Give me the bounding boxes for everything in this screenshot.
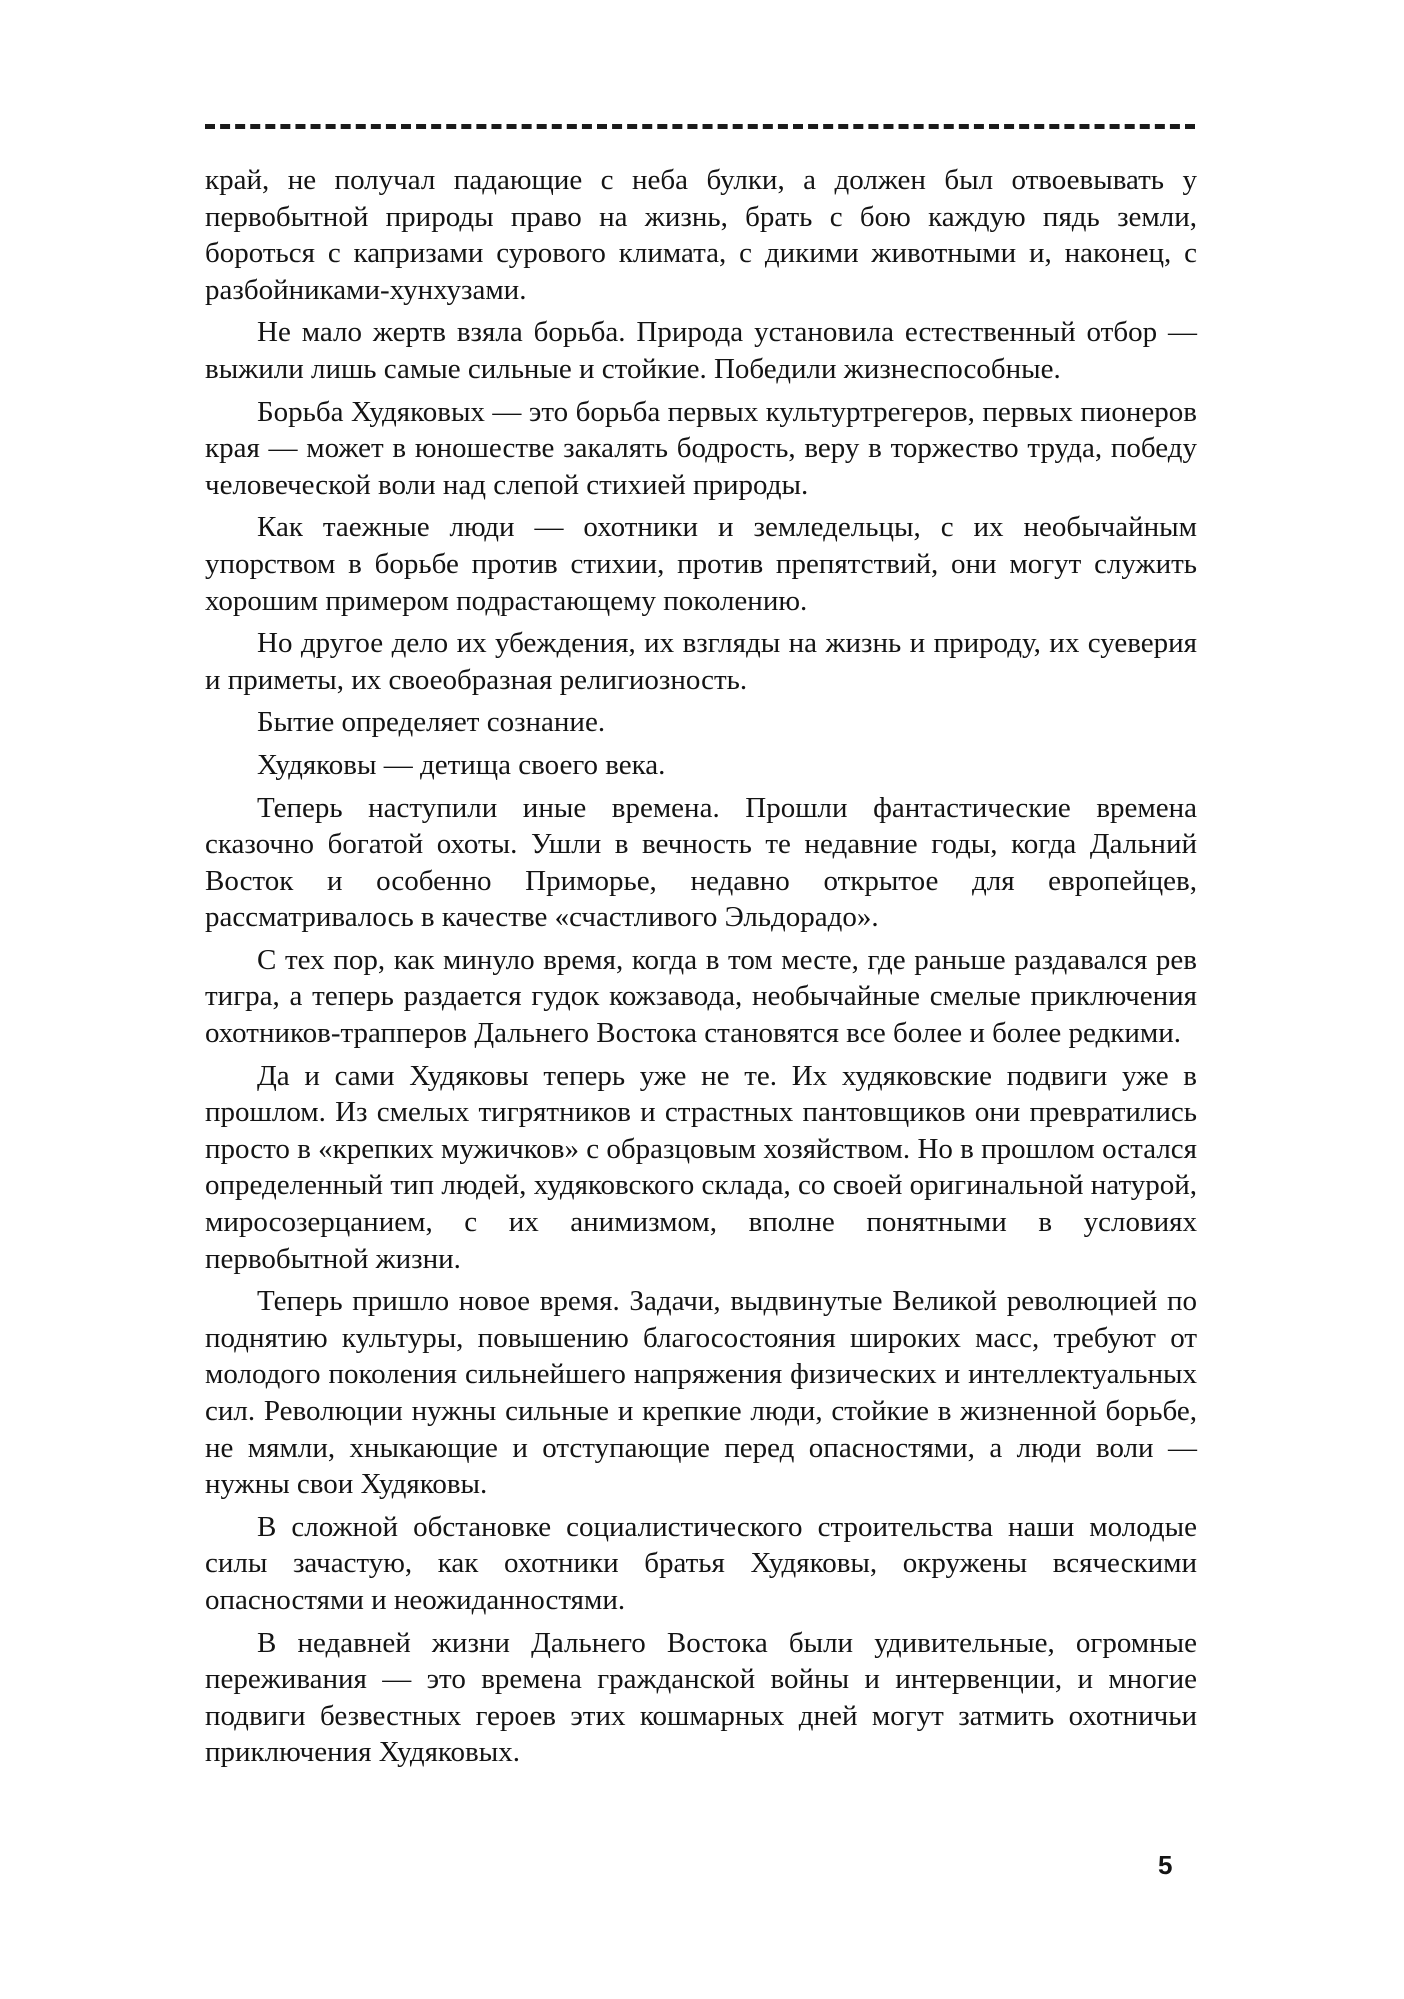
paragraph-1: край, не получал падающие с неба булки, а должен был отвоевывать у первобытной природы право на жизнь, брать с бою каждую пядь земли, бороться с капризами сурового климата, с дикими животными и, наконец, с разбойниками-хунхузами.	[205, 164, 1197, 306]
paragraph-7: Худяковы — детища своего века.	[257, 748, 666, 781]
paragraph-2: Не мало жертв взяла борьба. Природа установила естественный отбор — выжили лишь самые сильные и стойкие. Победили жизнеспособные.	[205, 316, 1197, 385]
paragraph-9: С тех пор, как минуло время, когда в том месте, где раньше раздавался рев тигра, а теперь раздается гудок кожзавода, необычайные смелые приключения охотников-трапперов Дальнего Востока становятся все более и более редкими.	[205, 943, 1197, 1050]
paragraph-3: Борьба Худяковых — это борьба первых культуртрегеров, первых пионеров края — может в юношестве закалять бодрость, веру в торжество труда, победу человеческой воли над слепой стихией природы.	[205, 395, 1197, 501]
paragraph-8: Теперь наступили иные времена. Прошли фантастические времена сказочно богатой охоты. Ушли в вечность те недавние годы, когда Дальний Восток и особенно Приморье, недавно открытое для европейцев, рассматривалось в качестве «счастливого Эльдорадо».	[205, 791, 1197, 934]
paragraph-5: Но другое дело их убеждения, их взгляды на жизнь и природу, их суеверия и приметы, их своеобразная религиозность.	[205, 627, 1197, 696]
top-decorative-rule	[205, 124, 1195, 129]
paragraph-6: Бытие определяет сознание.	[257, 706, 606, 739]
page-number: 5	[1158, 1850, 1175, 1880]
paragraph-11: Теперь пришло новое время. Задачи, выдвинутые Великой революцией по поднятию культуры, повышению благосостояния широких масс, требуют от молодого поколения сильнейшего напряжения физических и интеллектуальных сил. Революции нужны сильные и крепкие люди, стойкие в жизненной борьбе, не мямли, хныкающие и отступающие перед опасностями, а люди воли — нужны свои Худяковы.	[205, 1285, 1197, 1501]
paragraph-13: В недавней жизни Дальнего Востока были удивительные, огромные переживания — это времена гражданской войны и интервенции, и многие подвиги безвестных героев этих кошмарных дней могут затмить охотничьи приключения Худяковых.	[205, 1626, 1197, 1769]
paragraph-4: Как таежные люди — охотники и земледельцы, с их необычайным упорством в борьбе против стихии, против препятствий, они могут служить хорошим примером подрастающему поколению.	[205, 511, 1197, 617]
body-text	[205, 162, 1197, 1777]
paragraph-12: В сложной обстановке социалистического строительства наши молодые силы зачастую, как охотники братья Худяковы, окружены всяческими опасностями и неожиданностями.	[205, 1510, 1197, 1616]
paragraph-10: Да и сами Худяковы теперь уже не те. Их худяковские подвиги уже в прошлом. Из смелых тигрятников и страстных пантовщиков они превратились просто в «крепких мужичков» с образцовым хозяйством. Но в прошлом остался определенный тип людей, худяковского склада, со своей оригинальной натурой, миросозерцанием, с их анимизмом, вполне понятными в условиях первобытной жизни.	[205, 1059, 1197, 1275]
